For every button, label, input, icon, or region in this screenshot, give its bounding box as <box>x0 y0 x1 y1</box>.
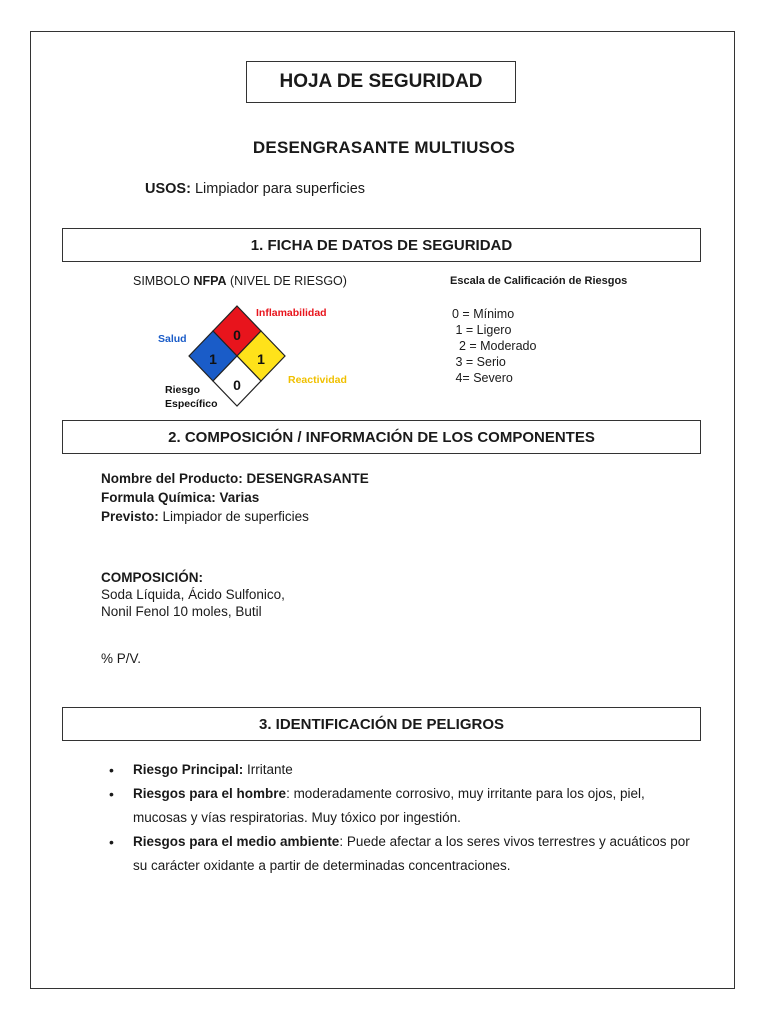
hazard-item-title: Riesgos para el medio ambiente <box>133 834 340 849</box>
hazard-item <box>109 758 699 782</box>
specific-value: 0 <box>233 377 241 393</box>
usos-value: Limpiador para superficies <box>190 181 366 197</box>
composition-label: COMPOSICIÓN: <box>101 570 204 585</box>
nfpa-diamond <box>150 300 370 415</box>
hazard-item-title: Riesgos para el hombre <box>133 786 287 801</box>
nfpa-suffix: (NIVEL DE RIESGO) <box>226 274 347 288</box>
reactivity-value: 1 <box>257 351 265 367</box>
scale-item: 3 = Serio <box>452 355 506 369</box>
bullet-icon: • <box>109 762 114 778</box>
health-label: Salud <box>158 333 187 345</box>
nfpa-label <box>133 274 347 288</box>
flammability-label: Inflamabilidad <box>256 307 327 319</box>
nfpa-bold: NFPA <box>193 274 227 288</box>
product-name-line <box>101 469 369 488</box>
composition-block <box>101 569 285 620</box>
usos-label: USOS: <box>145 181 191 197</box>
previsto-value: Limpiador de superficies <box>158 509 309 524</box>
document-title-text: HOJA DE SEGURIDAD <box>279 71 483 92</box>
specific-label-1: Riesgo <box>165 384 201 396</box>
nfpa-prefix: SIMBOLO <box>133 274 194 288</box>
document-title <box>246 61 516 103</box>
scale-item: 2 = Moderado <box>452 339 537 353</box>
scale-list <box>452 306 536 386</box>
composition-line-1: Soda Líquida, Ácido Sulfonico, <box>101 587 285 602</box>
section-1-header <box>62 228 701 262</box>
section-2-header <box>62 420 701 454</box>
specific-label-2: Específico <box>165 398 218 410</box>
product-title: DESENGRASANTE MULTIUSOS <box>252 138 516 157</box>
product-name-value: DESENGRASANTE <box>242 471 369 486</box>
health-value: 1 <box>209 351 217 367</box>
section-2-title: 2. COMPOSICIÓN / INFORMACIÓN DE LOS COMPONENTES <box>168 428 595 446</box>
reactivity-label: Reactividad <box>288 374 347 386</box>
hazard-item-title: Riesgo Principal: <box>133 762 244 777</box>
scale-title: Escala de Calificación de Riesgos <box>450 275 628 287</box>
formula-label: Formula Química: Varias <box>101 490 260 505</box>
nfpa-diamond-svg <box>150 300 370 415</box>
formula-line <box>101 488 369 507</box>
section-1-title: 1. FICHA DE DATOS DE SEGURIDAD <box>250 236 513 254</box>
hazard-list <box>109 758 699 878</box>
product-info <box>101 469 369 526</box>
scale-item: 4= Severo <box>452 371 513 385</box>
hazard-item-text: Irritante <box>243 762 293 777</box>
hazard-item-text: : Puede afectar a los seres vivos terrestres y acuáticos por su carácter oxidante a partir de determinadas concentraciones. <box>133 834 690 873</box>
scale-item: 0 = Mínimo <box>452 307 515 321</box>
hazard-item <box>109 782 699 830</box>
previsto-line <box>101 507 369 526</box>
composition-line-2: Nonil Fenol 10 moles, Butil <box>101 604 262 619</box>
product-name-label: Nombre del Producto: <box>101 471 243 486</box>
section-3-header <box>62 707 701 741</box>
usos-line <box>145 181 365 197</box>
bullet-icon: • <box>109 834 114 850</box>
scale-item: 1 = Ligero <box>452 323 512 337</box>
section-3-title: 3. IDENTIFICACIÓN DE PELIGROS <box>258 715 505 733</box>
bullet-icon: • <box>109 786 114 802</box>
pv-text: % P/V. <box>101 651 142 666</box>
flammability-value: 0 <box>233 327 241 343</box>
hazard-item <box>109 830 699 878</box>
hazard-item-text: : moderadamente corrosivo, muy irritante para los ojos, piel, mucosas y vías respiratorias. Muy tóxico por ingestión. <box>133 786 645 825</box>
previsto-label: Previsto: <box>101 509 159 524</box>
